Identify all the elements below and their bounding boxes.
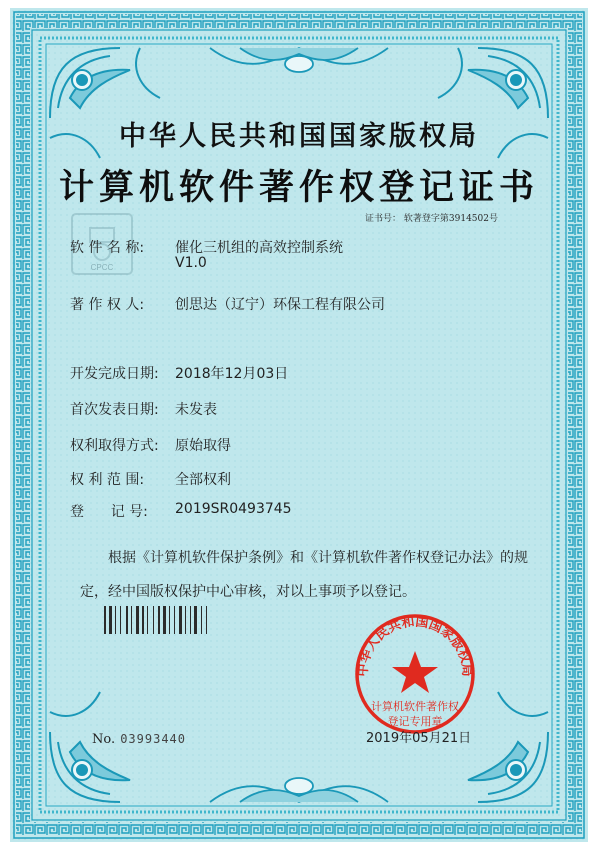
rights-scope-value: 全部权利 xyxy=(175,472,231,488)
software-version-value: V1.0 xyxy=(175,255,207,271)
barcode-bar xyxy=(163,606,166,634)
completion-date-label: 开发完成日期: xyxy=(70,366,159,382)
certificate-number-value: 软著登字第3914502号 xyxy=(403,214,498,224)
copyright-owner-label: 著 作 权 人: xyxy=(70,297,145,313)
acquisition-method-label: 权利取得方式: xyxy=(70,438,159,454)
barcode-bar xyxy=(126,606,128,634)
barcode-bar xyxy=(104,606,106,634)
serial-label: No. xyxy=(92,732,116,747)
certificate-number-label: 证书号： xyxy=(365,214,402,224)
barcode-bar xyxy=(169,606,170,634)
barcode-bar xyxy=(109,606,112,634)
seal-line-1: 计算机软件著作权 xyxy=(371,700,459,713)
software-name-label: 软 件 名 称: xyxy=(70,240,145,256)
issue-date: 2019年05月21日 xyxy=(366,731,472,746)
barcode-bar xyxy=(142,606,144,634)
barcode-bar xyxy=(147,606,148,634)
barcode-bar xyxy=(190,606,191,634)
barcode-bar xyxy=(153,606,154,634)
acquisition-method-value: 原始取得 xyxy=(175,438,231,454)
barcode-bar xyxy=(174,606,175,634)
serial-block xyxy=(92,728,186,747)
copyright-owner-value: 创思达（辽宁）环保工程有限公司 xyxy=(175,297,385,313)
seal-line-2: 登记专用章 xyxy=(387,715,443,728)
cpcc-watermark-text: CPCC xyxy=(90,263,114,272)
barcode-bar xyxy=(206,606,207,634)
publication-date-label: 首次发表日期: xyxy=(70,402,159,418)
rights-scope-label: 权 利 范 围: xyxy=(70,472,145,488)
serial-number: 03993440 xyxy=(120,732,186,746)
issuing-authority: 中华人民共和国国家版权局 xyxy=(119,121,479,152)
publication-date-value: 未发表 xyxy=(175,402,217,418)
barcode-bar xyxy=(179,606,182,634)
certification-statement: 根据《计算机软件保护条例》和《计算机软件著作权登记办法》的规定，经中国版权保护中心审核，对以上事项予以登记。 xyxy=(80,550,528,600)
barcode-bar xyxy=(115,606,116,634)
certificate-title: 计算机软件著作权登记证书 xyxy=(58,167,539,208)
certificate xyxy=(10,8,588,842)
barcode-bar xyxy=(131,606,132,634)
completion-date-value: 2018年12月03日 xyxy=(175,366,289,382)
software-name-value: 催化三机组的高效控制系统 xyxy=(175,240,343,256)
barcode-bar xyxy=(136,606,139,634)
seal-ring-text: 中华人民共和国国家版权局 xyxy=(355,614,475,678)
barcode-bar xyxy=(120,606,121,634)
registration-number-label: 登 记 号: xyxy=(70,504,148,520)
barcode-bar xyxy=(185,606,186,634)
barcode-bar xyxy=(158,606,160,634)
registration-number-value: 2019SR0493745 xyxy=(175,501,292,517)
barcode-bar xyxy=(201,606,202,634)
barcode-bar xyxy=(194,606,197,634)
certificate-number xyxy=(365,211,498,224)
